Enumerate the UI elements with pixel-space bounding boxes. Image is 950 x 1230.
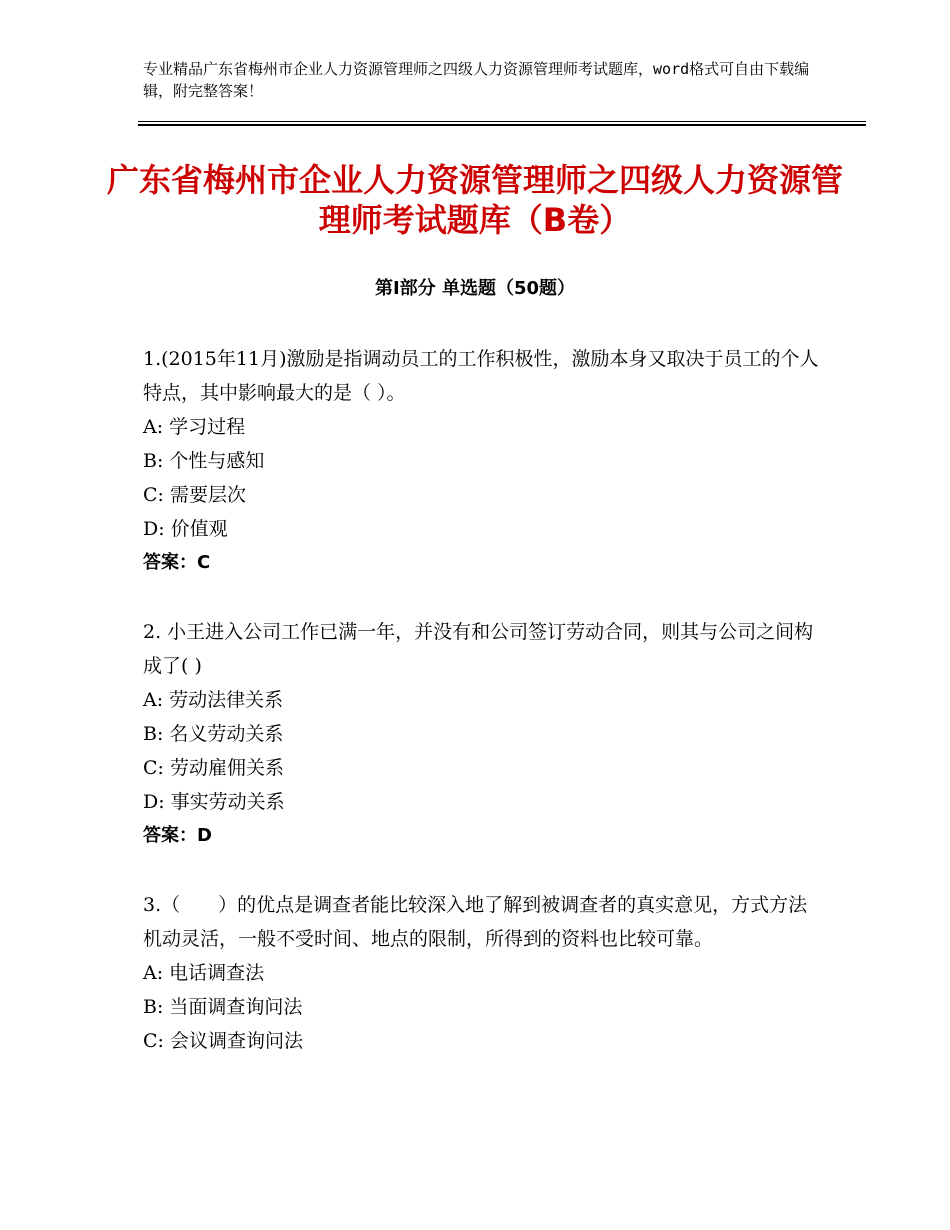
option-c: C: 需要层次 bbox=[143, 484, 246, 506]
answer: 答案：C bbox=[143, 552, 211, 573]
question-2 bbox=[143, 615, 823, 853]
answer: 答案：D bbox=[143, 825, 212, 846]
question-stem: 3.（ ）的优点是调查者能比较深入地了解到被调查者的真实意见，方式方法机动灵活，一般不受时间、地点的限制，所得到的资料也比较可靠。 bbox=[143, 894, 808, 950]
option-b: B: 当面调查询问法 bbox=[143, 996, 303, 1018]
header-rule-thin bbox=[138, 121, 866, 122]
document-title: 广东省梅州市企业人力资源管理师之四级人力资源管理师考试题库（B卷） bbox=[106, 161, 843, 239]
question-stem: 2. 小王进入公司工作已满一年，并没有和公司签订劳动合同，则其与公司之间构成了( ) bbox=[143, 621, 814, 677]
option-c: C: 劳动雇佣关系 bbox=[143, 757, 284, 779]
header-note: 专业精品广东省梅州市企业人力资源管理师之四级人力资源管理师考试题库，word格式可自由下载编辑，附完整答案！ bbox=[143, 60, 810, 100]
option-a: A: 学习过程 bbox=[143, 416, 246, 438]
option-c: C: 会议调查询问法 bbox=[143, 1030, 303, 1052]
option-d: D: 事实劳动关系 bbox=[143, 791, 285, 813]
option-b: B: 名义劳动关系 bbox=[143, 723, 284, 745]
question-3 bbox=[143, 888, 823, 1058]
option-d: D: 价值观 bbox=[143, 518, 228, 540]
option-a: A: 电话调查法 bbox=[143, 962, 265, 984]
question-stem: 1.(2015年11月)激励是指调动员工的工作积极性，激励本身又取决于员工的个人特点，其中影响最大的是（ ）。 bbox=[143, 348, 819, 404]
option-b: B: 个性与感知 bbox=[143, 450, 265, 472]
header-rule-thick bbox=[138, 124, 866, 126]
section-title: 第Ⅰ部分 单选题（50题） bbox=[374, 278, 575, 299]
question-1 bbox=[143, 342, 823, 580]
option-a: A: 劳动法律关系 bbox=[143, 689, 284, 711]
